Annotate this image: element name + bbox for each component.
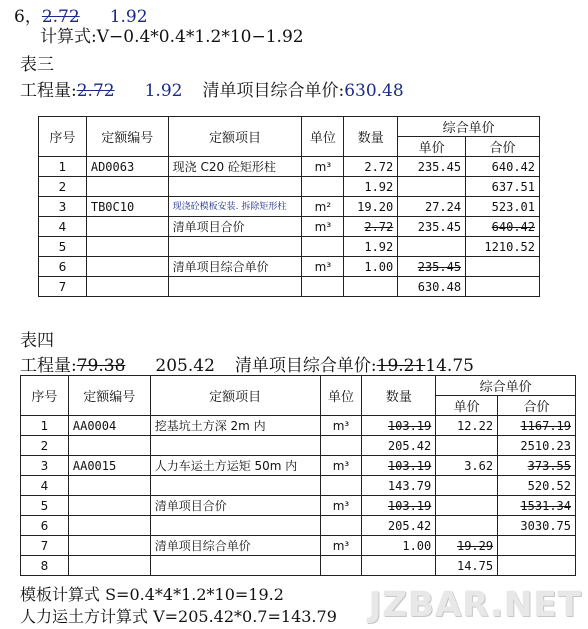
cell-price (436, 476, 498, 496)
cell-code (68, 516, 150, 536)
cell-item: 清单项目合价 (150, 496, 320, 516)
cell-code (86, 217, 168, 237)
cell-unit: m³ (320, 496, 362, 516)
cell-qty: 205.42 (362, 516, 436, 536)
table-3-title: 表三 (20, 55, 54, 75)
cell-total: 523.01 (466, 197, 540, 217)
table-3-qty-new: 1.92 (144, 81, 183, 101)
table-3-qty-label: 工程量: (20, 81, 77, 101)
cell-item (150, 516, 320, 536)
cell-code (68, 556, 150, 576)
cell-seq: 7 (39, 277, 87, 297)
cell-qty: 1.00 (344, 257, 398, 277)
cell-code (86, 177, 168, 197)
cell-price: 235.45 (398, 257, 466, 277)
cell-code (68, 496, 150, 516)
header-code: 定额编号 (86, 117, 168, 157)
cell-total (466, 257, 540, 277)
cell-qty: 2.72 (344, 217, 398, 237)
cell-unit: m³ (320, 456, 362, 476)
table-4-unit-price-old: 19.21 (376, 356, 426, 376)
cell-item (168, 237, 302, 257)
cell-unit: m³ (302, 217, 344, 237)
cell-code (86, 277, 168, 297)
table-row (39, 257, 540, 277)
table-row (39, 237, 540, 257)
table-4-title: 表四 (20, 331, 54, 351)
cell-qty: 205.42 (362, 436, 436, 456)
table-row (39, 277, 540, 297)
cell-seq: 7 (21, 536, 69, 556)
cell-price: 235.45 (398, 217, 466, 237)
table-row (39, 217, 540, 237)
cell-seq: 2 (21, 436, 69, 456)
cell-item: 现浇砼模板安装. 拆除矩形柱 (168, 197, 302, 217)
cell-price: 14.75 (436, 556, 498, 576)
cell-total: 2510.23 (498, 436, 576, 456)
line-1-new-value: 1.92 (109, 7, 148, 27)
table-row (21, 516, 576, 536)
cell-price: 27.24 (398, 197, 466, 217)
table-4-qty-label: 工程量: (20, 356, 77, 376)
line-1-prefix: 6， (14, 7, 42, 27)
cell-unit: m³ (302, 257, 344, 277)
header-item: 定额项目 (168, 117, 302, 157)
cell-code (68, 476, 150, 496)
cell-unit: m³ (320, 536, 362, 556)
table-3-qty-old: 2.72 (76, 81, 115, 101)
cell-code (68, 436, 150, 456)
cell-qty: 103.19 (362, 416, 436, 436)
cell-price (398, 237, 466, 257)
cell-total: 1167.19 (498, 416, 576, 436)
table-3-quantity-line (20, 76, 404, 101)
header-total: 合价 (466, 137, 540, 157)
header-unit: 单位 (302, 117, 344, 157)
table-4-qty-old: 79.38 (76, 356, 126, 376)
formwork-formula: 模板计算式 S=0.4*4*1.2*10=19.2 (20, 585, 284, 604)
cell-total: 520.52 (498, 476, 576, 496)
cell-qty: 1.00 (362, 536, 436, 556)
cell-seq: 3 (21, 456, 69, 476)
cell-qty: 19.20 (344, 197, 398, 217)
cell-item (150, 476, 320, 496)
cell-qty: 1.92 (344, 237, 398, 257)
cell-seq: 6 (21, 516, 69, 536)
cell-unit (302, 177, 344, 197)
cell-total: 1210.52 (466, 237, 540, 257)
cell-unit: m³ (302, 157, 344, 177)
table-row (21, 496, 576, 516)
cell-seq: 4 (21, 476, 69, 496)
table-row (21, 476, 576, 496)
cell-code (68, 536, 150, 556)
table-row (39, 177, 540, 197)
cell-price: 19.29 (436, 536, 498, 556)
table-4-unit-price-label: 清单项目综合单价: (234, 356, 377, 376)
header-price: 单价 (436, 396, 498, 416)
cell-code (86, 237, 168, 257)
cell-price: 235.45 (398, 157, 466, 177)
cell-seq: 2 (39, 177, 87, 197)
cell-unit (320, 476, 362, 496)
header-code: 定额编号 (68, 376, 150, 416)
cell-qty: 103.19 (362, 456, 436, 476)
line-1-old-value: 2.72 (41, 7, 80, 27)
formula-line: 计算式:V−0.4*0.4*1.2*10−1.92 (40, 27, 304, 47)
table-4-qty-new: 205.42 (155, 356, 215, 376)
cell-item (168, 177, 302, 197)
table-3-unit-price-label: 清单项目综合单价: (202, 81, 345, 101)
cell-price (436, 436, 498, 456)
table-4-unit-price-new: 14.75 (425, 356, 474, 376)
table-3 (38, 116, 540, 297)
cell-qty: 103.19 (362, 496, 436, 516)
cell-item: 清单项目综合单价 (168, 257, 302, 277)
table-row (21, 436, 576, 456)
cell-seq: 5 (21, 496, 69, 516)
cell-unit: m² (302, 197, 344, 217)
table-3-unit-price: 630.48 (344, 81, 404, 101)
cell-total: 637.51 (466, 177, 540, 197)
cell-unit (320, 516, 362, 536)
table-4-quantity-line (20, 351, 474, 376)
table-row (21, 556, 576, 576)
cell-total: 373.55 (498, 456, 576, 476)
header-qty: 数量 (344, 117, 398, 157)
cell-qty (344, 277, 398, 297)
cell-qty: 1.92 (344, 177, 398, 197)
header-price: 单价 (398, 137, 466, 157)
cell-item (150, 436, 320, 456)
cell-item: 现浇 C20 砼矩形柱 (168, 157, 302, 177)
cell-seq: 6 (39, 257, 87, 277)
cell-price: 3.62 (436, 456, 498, 476)
cell-seq: 4 (39, 217, 87, 237)
cell-item: 清单项目综合单价 (150, 536, 320, 556)
cell-code (86, 257, 168, 277)
cell-qty (362, 556, 436, 576)
cell-price (436, 516, 498, 536)
table-row (39, 197, 540, 217)
cell-total: 640.42 (466, 217, 540, 237)
cell-item: 清单项目合价 (168, 217, 302, 237)
cell-seq: 3 (39, 197, 87, 217)
cell-unit (320, 556, 362, 576)
header-composite: 综合单价 (398, 117, 540, 137)
cell-unit: m³ (320, 416, 362, 436)
header-unit: 单位 (320, 376, 362, 416)
cell-price: 630.48 (398, 277, 466, 297)
cell-item: 人力车运土方运矩 50m 内 (150, 456, 320, 476)
cell-total (498, 556, 576, 576)
cell-code: AD0063 (86, 157, 168, 177)
cell-unit (302, 277, 344, 297)
cell-item (168, 277, 302, 297)
cell-total (466, 277, 540, 297)
cell-total: 640.42 (466, 157, 540, 177)
table-row (21, 536, 576, 556)
header-composite: 综合单价 (436, 376, 576, 396)
header-qty: 数量 (362, 376, 436, 416)
cell-unit (320, 436, 362, 456)
cell-seq: 1 (39, 157, 87, 177)
header-seq: 序号 (39, 117, 87, 157)
cell-item (150, 556, 320, 576)
cell-seq: 8 (21, 556, 69, 576)
table-row (39, 157, 540, 177)
earth-transport-formula: 人力运土方计算式 V=205.42*0.7=143.79 (20, 607, 337, 626)
cell-seq: 1 (21, 416, 69, 436)
header-seq: 序号 (21, 376, 69, 416)
watermark: JZBAR.NET (368, 585, 582, 625)
table-row (21, 456, 576, 476)
table-4 (20, 375, 576, 576)
cell-qty: 143.79 (362, 476, 436, 496)
cell-total: 3030.75 (498, 516, 576, 536)
header-item: 定额项目 (150, 376, 320, 416)
table-row (21, 416, 576, 436)
cell-item: 挖基坑土方深 2m 内 (150, 416, 320, 436)
cell-qty: 2.72 (344, 157, 398, 177)
cell-total: 1531.34 (498, 496, 576, 516)
cell-code: AA0015 (68, 456, 150, 476)
cell-price (398, 177, 466, 197)
cell-price: 12.22 (436, 416, 498, 436)
cell-seq: 5 (39, 237, 87, 257)
cell-code: AA0004 (68, 416, 150, 436)
cell-unit (302, 237, 344, 257)
cell-total (498, 536, 576, 556)
cell-price (436, 496, 498, 516)
header-total: 合价 (498, 396, 576, 416)
cell-code: TB0C10 (86, 197, 168, 217)
